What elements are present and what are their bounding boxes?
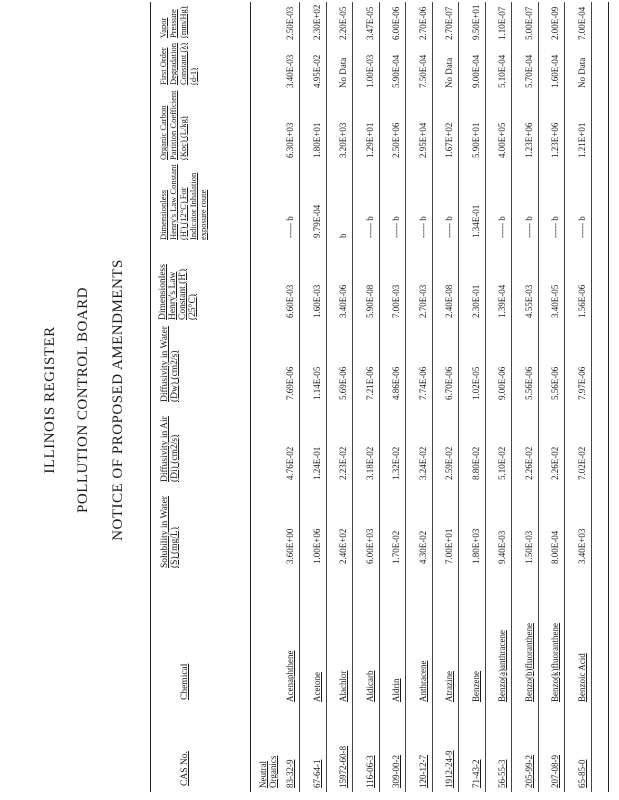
cell-koc: 1.23E+06 (550, 122, 560, 158)
cell-h2: 1.34E-01 (470, 204, 481, 238)
cell-vp: 7.00E-04 (576, 6, 587, 40)
cell-di: 2.23E-02 (338, 446, 348, 480)
cell-chem: Atrazine (444, 671, 454, 702)
cell-di: 1.32E-02 (391, 446, 401, 480)
col-solubility: Solubility in Water (S) (mg/L) (160, 496, 180, 568)
cell-di: 4.76E-02 (285, 446, 295, 480)
cell-chem: Benzoic Acid (576, 653, 587, 702)
cell-h: 2.70E-03 (417, 284, 428, 318)
cell-h: 2.30E-01 (470, 284, 481, 318)
row-rule (379, 2, 380, 792)
cell-koc: 1.29E+01 (364, 122, 375, 158)
cell-lam: 5.90E-04 (391, 54, 401, 88)
cell-chem: Benzene (470, 671, 481, 702)
cell-h: 7.00E-03 (391, 284, 401, 318)
cell-di: 3.24E-02 (417, 446, 428, 480)
cell-s: 3.40E+03 (576, 528, 587, 564)
cell-chem: Acetone (311, 672, 322, 702)
row-rule (591, 2, 592, 792)
cell-h2: ----- b (444, 216, 454, 238)
row-rule (432, 2, 433, 792)
cell-h: 5.90E-08 (364, 284, 375, 318)
cell-s: 8.00E-04 (550, 530, 560, 564)
cell-koc: 1.67E+02 (444, 122, 454, 158)
cell-s: 4.30E-02 (417, 530, 428, 564)
cell-h: 3.40E-06 (338, 284, 348, 318)
cell-dw: 7.97E-06 (576, 366, 587, 400)
cell-dw: 6.70E-06 (444, 366, 454, 400)
cell-h2: ----- b (285, 216, 295, 238)
cell-lam: 3.40E-03 (285, 54, 295, 88)
cell-vp: 3.47E-05 (364, 6, 375, 40)
table-bottom-rule (608, 2, 609, 792)
cell-cas: 83-32-9 (285, 759, 295, 788)
cell-dw: 4.86E-06 (391, 366, 401, 400)
row-rule (299, 2, 300, 792)
cell-dw: 1.14E-05 (311, 366, 322, 400)
cell-koc: 1.23E+06 (523, 122, 534, 158)
col-henry-gw: Dimensionless Henry's Law Constant (H') (12°C) For Indicator Inhalation exposure route (158, 164, 208, 240)
cell-dw: 5.69E-06 (338, 366, 348, 400)
cell-h: 1.56E-06 (576, 284, 587, 318)
col-henry: Dimensionless Henry's Law Constant (H') (25°C) (158, 264, 198, 320)
cell-chem: Aldicarb (364, 670, 375, 702)
cell-vp: 2.70E-06 (417, 6, 428, 40)
cell-h: 3.40E-05 (550, 284, 560, 318)
register-title: ILLINOIS REGISTER (42, 326, 58, 474)
cell-koc: 6.30E+03 (285, 122, 295, 158)
cell-chem: Benzo(b)fluoranthene (523, 623, 534, 702)
cell-h2: ----- b (523, 216, 534, 238)
cell-lam: No Data (444, 57, 454, 88)
cell-h2: b (338, 233, 348, 238)
cell-koc: 2.50E+06 (391, 122, 401, 158)
cell-di: 5.10E-02 (497, 446, 507, 480)
cell-koc: 1.21E+01 (576, 122, 587, 158)
cell-cas: 67-64-1 (311, 759, 322, 788)
cell-di: 8.80E-02 (470, 446, 481, 480)
cell-cas: 65-85-0 (576, 759, 587, 788)
cell-h2: ----- b (364, 216, 375, 238)
cell-vp: 2.20E-05 (338, 6, 348, 40)
cell-di: 3.18E-02 (364, 446, 375, 480)
row-rule (458, 2, 459, 792)
cell-di: 1.24E-01 (311, 446, 322, 480)
cell-s: 2.40E+02 (338, 528, 348, 564)
cell-lam: 1.60E-04 (550, 54, 560, 88)
col-koc: Organic Carbon Partition Coefficient (Koc) (L/kg) (158, 90, 188, 160)
cell-s: 1.00E+06 (311, 528, 322, 564)
section-label: Neutral Organics (258, 755, 278, 788)
col-diff-water: Diffusivity in Water (Dw) (cm2/s) (160, 326, 180, 402)
cell-h: 2.40E-08 (444, 284, 454, 318)
cell-dw: 5.56E-06 (523, 366, 534, 400)
cell-s: 9.40E-03 (497, 530, 507, 564)
cell-chem: Acenaphthene (285, 650, 295, 702)
cell-vp: 5.00E-07 (523, 6, 534, 40)
cell-koc: 3.20E+03 (338, 122, 348, 158)
cell-lam: No Data (338, 57, 348, 88)
cell-cas: 205-99-2 (523, 755, 534, 788)
cell-cas: 309-00-2 (391, 755, 401, 788)
cell-s: 1.50E-03 (523, 530, 534, 564)
cell-cas: 56-55-3 (497, 759, 507, 788)
cell-koc: 2.95E+04 (417, 122, 428, 158)
row-rule (511, 2, 512, 792)
cell-dw: 7.74E-06 (417, 366, 428, 400)
table-top-rule (150, 2, 151, 792)
row-rule (564, 2, 565, 792)
cell-h2: ----- b (417, 216, 428, 238)
cell-lam: 7.50E-04 (417, 54, 428, 88)
cell-chem: Benzo(a)anthracene (497, 630, 507, 702)
col-cas: CAS No. (180, 751, 190, 786)
cell-lam: 5.70E-04 (523, 54, 534, 88)
cell-h: 4.55E-03 (523, 284, 534, 318)
row-rule (405, 2, 406, 792)
cell-dw: 5.56E-06 (550, 366, 560, 400)
row-rule (352, 2, 353, 792)
cell-h2: 9.79E-04 (311, 204, 322, 238)
cell-cas: 1912-24-9 (444, 750, 454, 788)
cell-h2: ----- b (497, 216, 507, 238)
cell-dw: 7.69E-06 (285, 366, 295, 400)
cell-lam: 5.10E-04 (497, 54, 507, 88)
cell-di: 2.59E-02 (444, 446, 454, 480)
cell-vp: 9.50E+01 (470, 4, 481, 40)
cell-h: 1.60E-03 (311, 284, 322, 318)
cell-cas: 120-12-7 (417, 755, 428, 788)
cell-lam: 9.00E-04 (470, 54, 481, 88)
cell-dw: 1.02E-05 (470, 366, 481, 400)
cell-di: 7.02E-02 (576, 446, 587, 480)
cell-lam: 4.95E-02 (311, 54, 322, 88)
cell-chem: Aldrin (391, 678, 401, 702)
cell-chem: Alachlor (338, 670, 348, 702)
cell-cas: 116-06-3 (364, 755, 375, 788)
cell-vp: 6.00E-06 (391, 6, 401, 40)
cell-koc: 1.80E+01 (311, 122, 322, 158)
cell-h2: ----- b (550, 216, 560, 238)
cell-h2: ----- b (391, 216, 401, 238)
board-title: POLLUTION CONTROL BOARD (75, 287, 91, 513)
cell-cas: 207-08-9 (550, 755, 560, 788)
cell-chem: Benzo(k)fluoranthene (550, 623, 560, 702)
cell-vp: 2.30E+02 (311, 4, 322, 40)
cell-lam: No Data (576, 57, 587, 88)
cell-koc: 5.90E+01 (470, 122, 481, 158)
row-rule (538, 2, 539, 792)
row-rule (485, 2, 486, 792)
cell-h2: ----- b (576, 216, 587, 238)
cell-chem: Anthracene (417, 660, 428, 702)
cell-s: 1.70E-02 (391, 530, 401, 564)
col-chemical: Chemical (180, 663, 190, 700)
cell-vp: 2.00E-09 (550, 6, 560, 40)
col-decay: First Order Degradation Constant (λ) (d-1) (158, 42, 198, 85)
col-vapor: Vapor Pressure (mm/Hg) (158, 6, 188, 38)
cell-s: 6.00E+03 (364, 528, 375, 564)
cell-cas: 15972-60-8 (338, 746, 348, 788)
notice-title: NOTICE OF PROPOSED AMENDMENTS (110, 259, 126, 541)
col-diff-air: Diffusivity in Air (Di) (cm2/s) (160, 416, 180, 482)
cell-s: 7.00E+01 (444, 528, 454, 564)
cell-koc: 4.00E+05 (497, 122, 507, 158)
cell-dw: 9.00E-06 (497, 366, 507, 400)
table-header-rule (250, 2, 251, 792)
cell-cas: 71-43-2 (470, 759, 481, 788)
cell-vp: 2.50E-03 (285, 6, 295, 40)
cell-dw: 7.21E-06 (364, 366, 375, 400)
cell-s: 3.60E+00 (285, 528, 295, 564)
cell-s: 1.80E+03 (470, 528, 481, 564)
cell-vp: 2.70E-07 (444, 6, 454, 40)
cell-di: 2.26E-02 (523, 446, 534, 480)
cell-h: 6.60E-03 (285, 284, 295, 318)
cell-lam: 1.00E-03 (364, 54, 375, 88)
row-rule (326, 2, 327, 792)
cell-h: 1.39E-04 (497, 284, 507, 318)
cell-vp: 1.10E-07 (497, 6, 507, 40)
cell-di: 2.26E-02 (550, 446, 560, 480)
